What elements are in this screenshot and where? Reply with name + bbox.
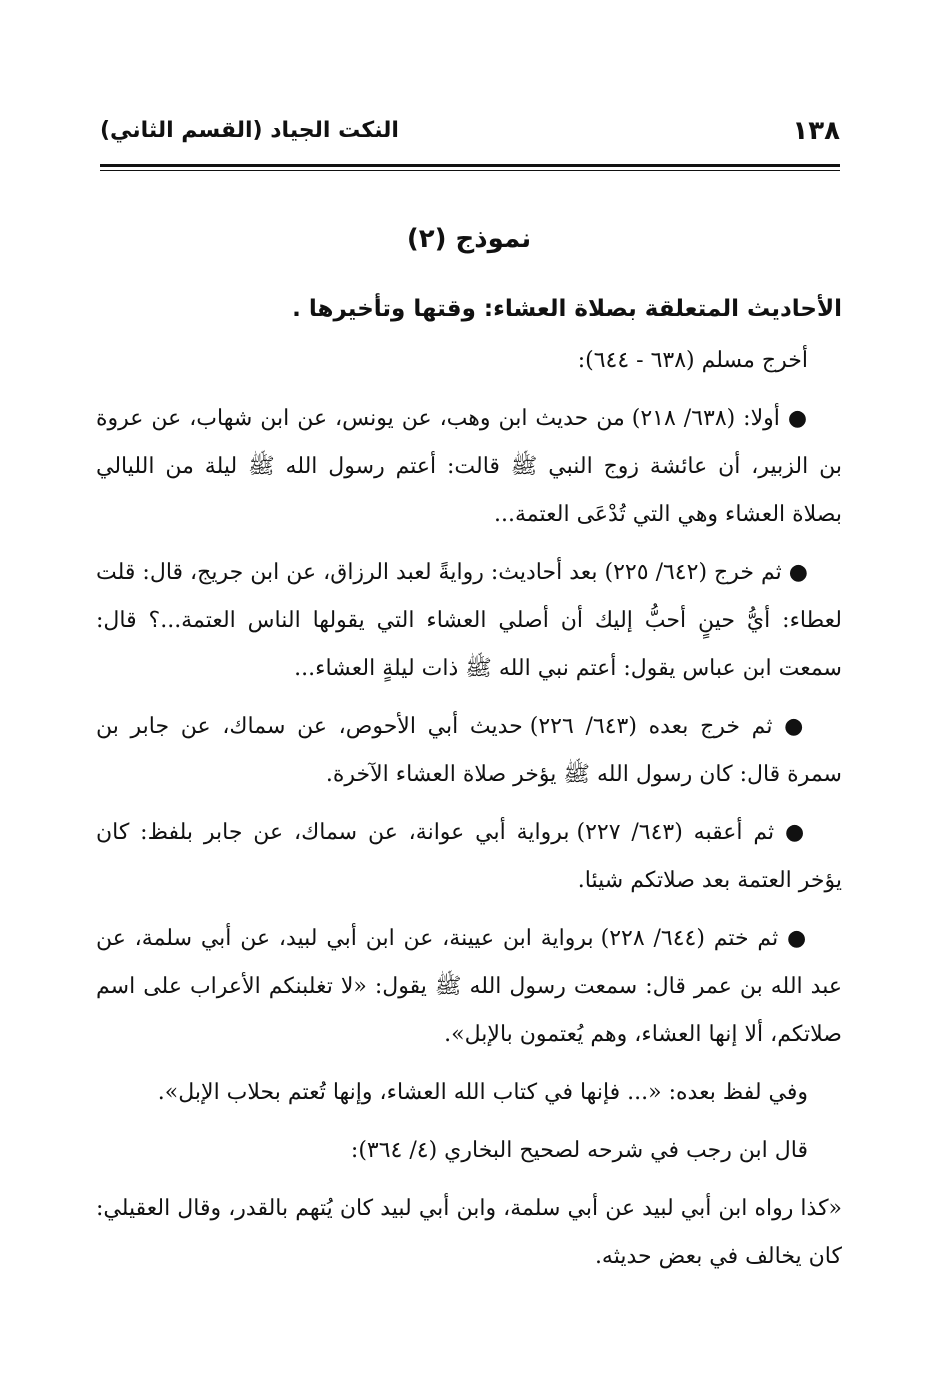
header-rule-thick xyxy=(100,164,840,167)
paragraph-another-wording: وفي لفظ بعده: «... فإنها في كتاب الله العشاء، وإنها تُعتم بحلاب الإبل». xyxy=(157,1080,808,1105)
header-rule-thin xyxy=(100,170,840,171)
paragraph-second-hadith: ● ثم خرج (٦٤٢/ ٢٢٥) بعد أحاديث: روايةً لعبد الرزاق، عن ابن جريج، قال: قلت لعطاء: أيُّ حينٍ أحبُّ إليك أن أصلي العشاء التي يقولها الناس العتمة...؟ قال: سمعت ابن عباس يقول: أعتم نبي الله ﷺ ذات ليلةٍ العشاء... xyxy=(96,560,842,681)
page-number: ١٣٨ xyxy=(792,116,840,146)
paragraph-intro: أخرج مسلم (٦٣٨ - ٦٤٤): xyxy=(577,348,808,373)
paragraph-fourth-hadith: ● ثم أعقبه (٦٤٣/ ٢٢٧) برواية أبي عوانة، عن سماك، عن جابر بلفظ: كان يؤخر العتمة بعد صلاتكم شيئا. xyxy=(96,820,842,893)
paragraph-quote: «كذا رواه ابن أبي لبيد عن أبي سلمة، وابن أبي لبيد كان يُتهم بالقدر، وقال العقيلي: كان يخالف في بعض حديثه. xyxy=(96,1196,842,1269)
paragraph-first-hadith: ● أولا: (٦٣٨/ ٢١٨) من حديث ابن وهب، عن يونس، عن ابن شهاب، عن عروة بن الزبير، أن عائشة زوج النبي ﷺ قالت: أعتم رسول الله ﷺ ليلة من الليالي بصلاة العشاء وهي التي تُدْعَى العتمة... xyxy=(96,406,842,527)
paragraph-third-hadith: ● ثم خرج بعده (٦٤٣/ ٢٢٦) حديث أبي الأحوص، عن سماك، عن جابر بن سمرة قال: كان رسول الله ﷺ يؤخر صلاة العشاء الآخرة. xyxy=(96,714,842,787)
paragraph-ibn-rajab-citation: قال ابن رجب في شرحه لصحيح البخاري (٤/ ٣٦٤): xyxy=(350,1138,808,1163)
page-body xyxy=(96,215,842,1291)
chapter-heading: الأحاديث المتعلقة بصلاة العشاء: وقتها وتأخيرها . xyxy=(292,296,842,322)
section-title: نموذج (٢) xyxy=(406,224,532,254)
running-header xyxy=(100,116,840,156)
book-title: النكت الجياد (القسم الثاني) xyxy=(100,118,399,143)
paragraph-fifth-hadith: ● ثم ختم (٦٤٤/ ٢٢٨) برواية ابن عيينة، عن ابن أبي لبيد، عن أبي سلمة، عن عبد الله بن عمر قال: سمعت رسول الله ﷺ يقول: «لا تغلبنكم الأعراب على اسم صلاتكم، ألا إنها العشاء، وهم يُعتمون بالإبل». xyxy=(96,926,842,1047)
